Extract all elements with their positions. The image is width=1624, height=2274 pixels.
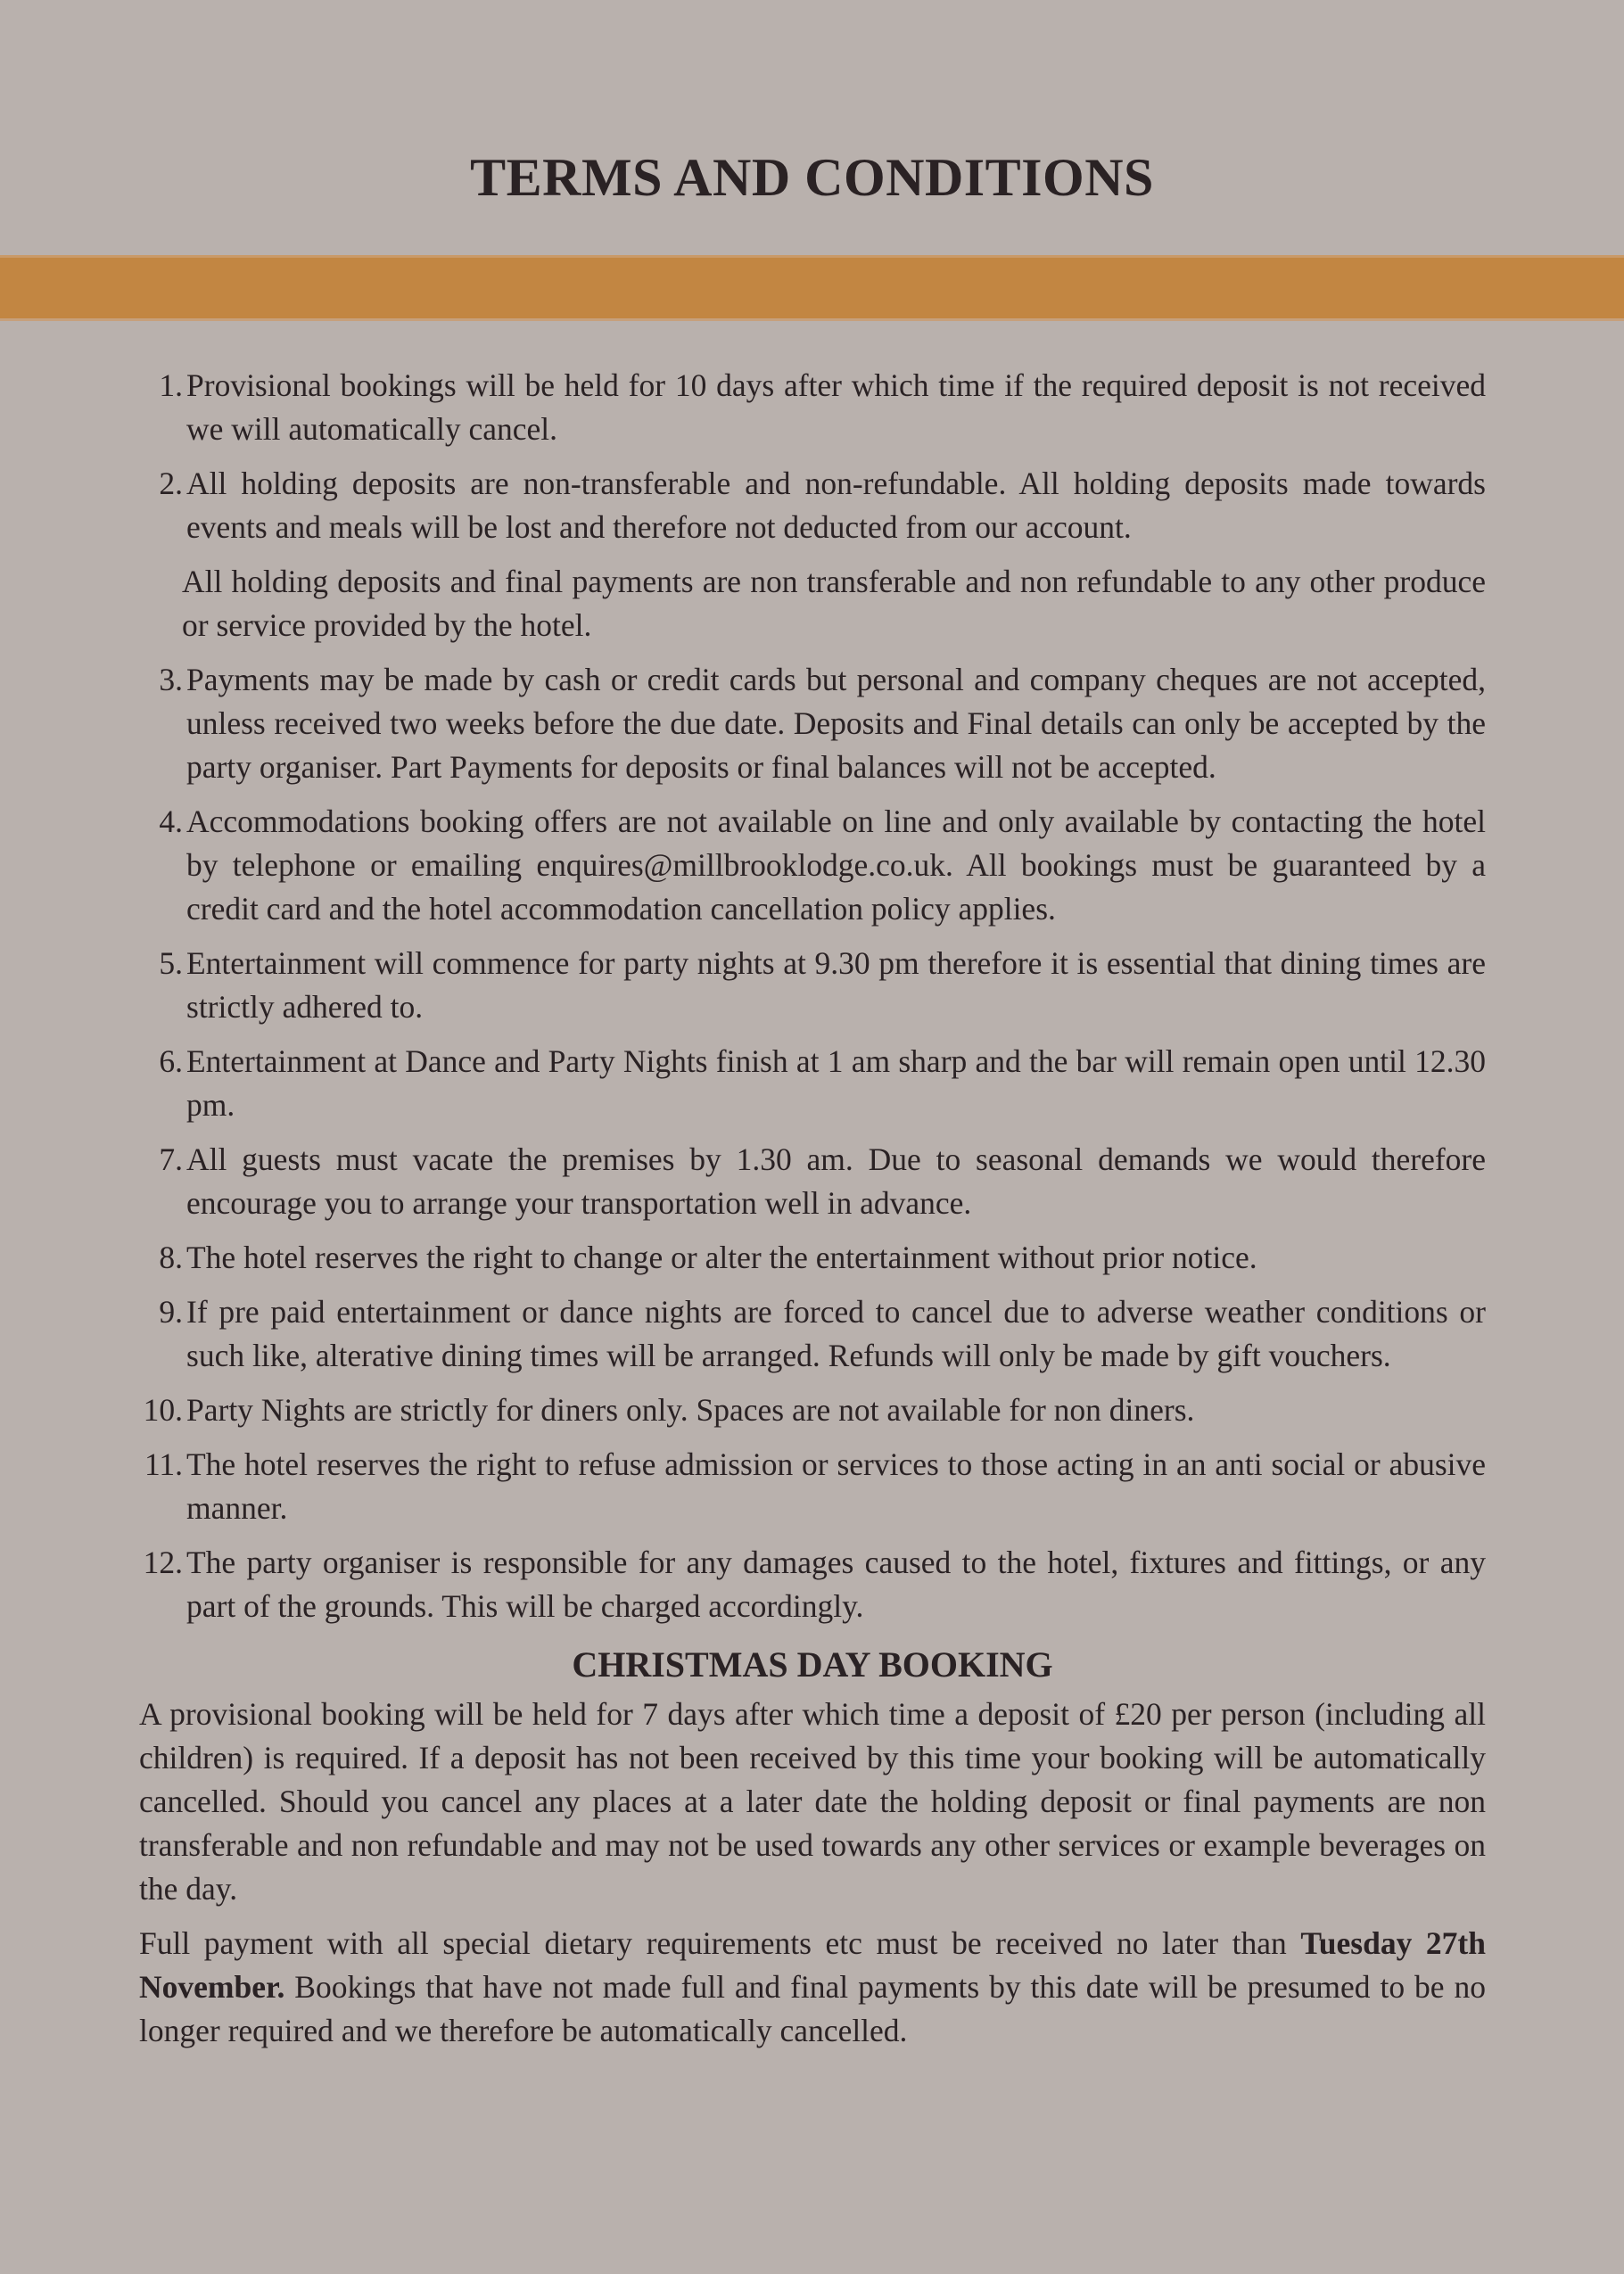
- term-number: 9.: [159, 1294, 183, 1330]
- term-text: Accommodations booking offers are not available on line and only available by contacting the hotel by telephone or emailing enquires@millbrooklodge.co.uk. All bookings must be guaranteed by a credit card and the hotel accommodation cancellation policy applies.: [186, 803, 1486, 927]
- page-title: TERMS AND CONDITIONS: [470, 148, 1154, 207]
- term-text: Payments may be made by cash or credit cards but personal and company cheques are not accepted, unless received two weeks before the due date. Deposits and Final details can only be accepted by the party organiser. Part Payments for deposits or final balances will not be accepted.: [186, 662, 1486, 785]
- term-item: [139, 942, 1486, 1029]
- para2-start: Full payment with all special dietary requirements etc must be received no later than: [139, 1925, 1301, 1961]
- term-number: 3.: [159, 662, 183, 697]
- terms-list-continued: [139, 658, 1486, 1628]
- term-item: [139, 1236, 1486, 1280]
- term-item: [139, 800, 1486, 931]
- term-item: [139, 1138, 1486, 1225]
- term-number: 6.: [159, 1043, 183, 1079]
- term-text: The hotel reserves the right to refuse admission or services to those acting in an anti social or abusive manner.: [186, 1446, 1486, 1526]
- term-number: 4.: [159, 803, 183, 839]
- terms-list: [139, 364, 1486, 549]
- term-number: 5.: [159, 945, 183, 981]
- term-text: The hotel reserves the right to change or alter the entertainment without prior notice.: [186, 1240, 1257, 1275]
- term-item: [139, 462, 1486, 549]
- term-number: 12.: [143, 1545, 183, 1580]
- christmas-heading: CHRISTMAS DAY BOOKING: [572, 1644, 1053, 1685]
- term-text: All guests must vacate the premises by 1.30 am. Due to seasonal demands we would therefore encourage you to arrange your transportation well in advance.: [186, 1141, 1486, 1221]
- term-text: All holding deposits are non-transferable and non-refundable. All holding deposits made towards events and meals will be lost and therefore not deducted from our account.: [186, 466, 1486, 545]
- christmas-paragraph-1: A provisional booking will be held for 7 days after which time a deposit of £20 per person (including all children) is required. If a deposit has not been received by this time your booking will be automatically cancelled. Should you cancel any places at a later date the holding deposit or final payments are non transferable and non refundable and may not be used towards any other services or example beverages on the day.: [139, 1696, 1486, 1907]
- term-item: [139, 1040, 1486, 1127]
- term-text: Party Nights are strictly for diners only. Spaces are not available for non diners.: [186, 1392, 1195, 1428]
- christmas-paragraph-2: [139, 1922, 1486, 2053]
- term-item: [139, 364, 1486, 451]
- term-text: Entertainment at Dance and Party Nights finish at 1 am sharp and the bar will remain open until 12.30 pm.: [186, 1043, 1486, 1123]
- term-text: Provisional bookings will be held for 10 days after which time if the required deposit is not received we will automatically cancel.: [186, 367, 1486, 447]
- term-text: If pre paid entertainment or dance nights are forced to cancel due to adverse weather conditions or such like, alterative dining times will be arranged. Refunds will only be made by gift vouchers.: [186, 1294, 1486, 1373]
- term-item: [139, 1388, 1486, 1432]
- term-number: 8.: [159, 1240, 183, 1275]
- term-item: [139, 1541, 1486, 1628]
- term-number: 10.: [143, 1392, 183, 1428]
- deadline-date: Tuesday 27th November.: [139, 1925, 1486, 2005]
- term-text: Entertainment will commence for party nights at 9.30 pm therefore it is essential that dining times are strictly adhered to.: [186, 945, 1486, 1025]
- para2-end: Bookings that have not made full and final payments by this date will be presumed to be no longer required and we therefore be automatically cancelled.: [139, 1969, 1486, 2048]
- term-item: [139, 658, 1486, 789]
- header-accent-band: [0, 258, 1624, 318]
- term-number: 2.: [159, 466, 183, 501]
- term-text: The party organiser is responsible for any damages caused to the hotel, fixtures and fittings, or any part of the grounds. This will be charged accordingly.: [186, 1545, 1486, 1624]
- term-item: [139, 1443, 1486, 1530]
- document-body: [139, 364, 1486, 2064]
- term-item: [139, 1290, 1486, 1378]
- term-number: 11.: [144, 1446, 183, 1482]
- term-number: 7.: [159, 1141, 183, 1177]
- term-2-note: All holding deposits and final payments are non transferable and non refundable to any other produce or service provided by the hotel.: [182, 564, 1486, 643]
- term-number: 1.: [159, 367, 183, 403]
